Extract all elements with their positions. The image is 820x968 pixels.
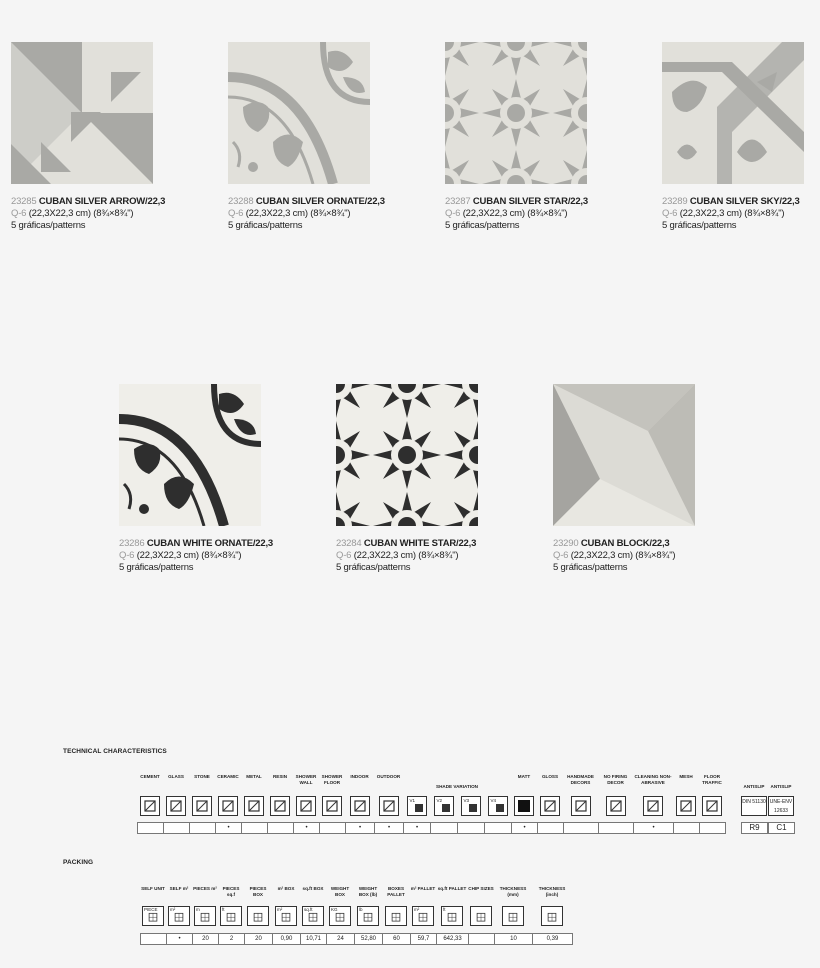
packing-icon-label: m² <box>170 907 176 912</box>
product-patterns: 5 gráficas/patterns <box>336 562 411 573</box>
product-caption <box>445 196 645 232</box>
tech-header: STONE <box>194 774 210 779</box>
tech-mark-cell <box>137 822 164 834</box>
tech-characteristic-icon <box>702 796 722 816</box>
packing-icon-label: m <box>196 907 200 912</box>
tech-characteristic-icon <box>140 796 160 816</box>
product-name: CUBAN WHITE STAR/22,3 <box>363 538 477 549</box>
packing-icon <box>142 906 164 926</box>
tech-characteristic-icon <box>218 796 238 816</box>
product-code: 23290 <box>553 538 579 549</box>
product-caption <box>119 538 319 574</box>
product-name: CUBAN SILVER SKY/22,3 <box>689 196 800 207</box>
packing-icon-label: lb <box>359 907 363 912</box>
tech-header: GLOSS <box>541 774 559 779</box>
tech-header: CLEANING NON-ABRASIVE <box>634 774 672 785</box>
packing-icon <box>541 906 563 926</box>
packing-value-cell: 10,71 <box>300 933 327 945</box>
tech-characteristic-icon <box>296 796 316 816</box>
packing-icon <box>329 906 351 926</box>
tech-header: RESIN <box>272 774 288 779</box>
packing-icon <box>470 906 492 926</box>
product-card[interactable] <box>553 384 753 574</box>
antislip-value-cell: R9 <box>741 822 768 834</box>
product-name: CUBAN WHITE ORNATE/22,3 <box>146 538 273 549</box>
block-pattern-icon[interactable] <box>553 384 695 526</box>
antislip-header: ANTISLIP <box>770 784 792 789</box>
tech-header: FLOOR TRAFFIC <box>702 774 722 785</box>
packing-icon <box>247 906 269 926</box>
tech-header: NO FIRING DECOR <box>603 774 628 785</box>
tech-mark-cell <box>189 822 216 834</box>
tech-mark-cell <box>267 822 294 834</box>
packing-icon <box>441 906 463 926</box>
packing-icon <box>502 906 524 926</box>
tech-header: SHOWER FLOOR <box>321 774 343 785</box>
tech-mark-cell <box>563 822 599 834</box>
tech-characteristic-icon <box>488 796 508 816</box>
tech-characteristic-icon <box>434 796 454 816</box>
quality-code: Q-6 <box>662 208 678 219</box>
product-name: CUBAN SILVER STAR/22,3 <box>472 196 588 207</box>
packing-header: PIECES BOX <box>249 886 267 897</box>
tech-mark-cell <box>319 822 346 834</box>
packing-icon-label: sq.ft <box>304 907 313 912</box>
packing-value-cell: 20 <box>244 933 273 945</box>
tech-characteristic-icon <box>514 796 534 816</box>
product-code: 23285 <box>11 196 37 207</box>
product-card[interactable] <box>445 42 645 232</box>
tech-mark-cell: • <box>511 822 538 834</box>
product-code: 23289 <box>662 196 688 207</box>
tech-characteristic-icon <box>166 796 186 816</box>
packing-value-cell: 2 <box>218 933 245 945</box>
tech-characteristic-icon <box>244 796 264 816</box>
sky-pattern-icon[interactable] <box>662 42 804 184</box>
tech-mark-cell: • <box>293 822 320 834</box>
product-patterns: 5 gráficas/patterns <box>445 220 520 231</box>
quality-code: Q-6 <box>336 550 352 561</box>
packing-icon-label: PIECE <box>144 907 158 912</box>
ornate-pattern-icon[interactable] <box>119 384 261 526</box>
packing-icon-label: m² <box>414 907 420 912</box>
tech-characteristic-icon <box>540 796 560 816</box>
packing-icon-label: KG <box>331 907 338 912</box>
tech-characteristic-icon <box>461 796 481 816</box>
product-name: CUBAN SILVER ORNATE/22,3 <box>255 196 385 207</box>
technical-title: TECHNICAL CHARACTERISTICS <box>63 748 167 755</box>
star-pattern-icon[interactable] <box>445 42 587 184</box>
product-patterns: 5 gráficas/patterns <box>553 562 628 573</box>
tech-characteristic-icon <box>322 796 342 816</box>
tech-header: SHOWER WALL <box>295 774 317 785</box>
star-pattern-icon[interactable] <box>336 384 478 526</box>
shade-label: V4 <box>490 798 497 803</box>
product-name: CUBAN SILVER ARROW/22,3 <box>38 196 166 207</box>
quality-code: Q-6 <box>445 208 461 219</box>
packing-icon <box>220 906 242 926</box>
product-code: 23287 <box>445 196 471 207</box>
tech-mark-cell <box>430 822 458 834</box>
arrow-pattern-icon[interactable] <box>11 42 153 184</box>
packing-value-cell: 0,39 <box>532 933 573 945</box>
product-patterns: 5 gráficas/patterns <box>11 220 86 231</box>
packing-header: sq.ft BOX <box>302 886 324 891</box>
product-name: CUBAN BLOCK/22,3 <box>580 538 670 549</box>
tech-mark-cell <box>241 822 268 834</box>
product-caption <box>336 538 536 574</box>
product-patterns: 5 gráficas/patterns <box>228 220 303 231</box>
product-code: 23288 <box>228 196 254 207</box>
shade-variation-header: SHADE VARIATION <box>436 784 478 789</box>
tech-mark-cell: • <box>345 822 375 834</box>
packing-icon <box>302 906 324 926</box>
packing-value-cell: 0,90 <box>272 933 301 945</box>
tech-header: OUTDOOR <box>376 774 401 779</box>
product-size: (22,3X22,3 cm) (8¾×8¾") <box>570 550 676 561</box>
antislip-value-cell: C1 <box>768 822 795 834</box>
ornate-pattern-icon[interactable] <box>228 42 370 184</box>
packing-icon-label: ft <box>222 907 225 912</box>
tech-mark-cell: • <box>215 822 242 834</box>
tech-header: CERAMIC <box>217 774 239 779</box>
packing-header: BOXES PALLET <box>387 886 405 897</box>
product-card[interactable] <box>336 384 536 574</box>
packing-header: sq.ft PALLET <box>437 886 467 891</box>
tech-characteristic-icon <box>379 796 399 816</box>
packing-header: m² PALLET <box>410 886 436 891</box>
packing-icon <box>275 906 297 926</box>
packing-value-cell: 60 <box>382 933 411 945</box>
packing-header: THICKNESS (mm) <box>499 886 527 897</box>
packing-header: CHIP SIZES <box>468 886 494 891</box>
product-size: (22,3X22,3 cm) (8¾×8¾") <box>679 208 785 219</box>
packing-value-cell: 10 <box>494 933 533 945</box>
quality-code: Q-6 <box>553 550 569 561</box>
product-caption <box>662 196 820 232</box>
shade-label: V2 <box>436 798 443 803</box>
shade-label: V1 <box>409 798 416 803</box>
tech-characteristic-icon <box>270 796 290 816</box>
product-patterns: 5 gráficas/patterns <box>662 220 737 231</box>
tech-characteristic-icon <box>350 796 370 816</box>
quality-code: Q-6 <box>11 208 27 219</box>
tech-header: MESH <box>679 774 693 779</box>
packing-header: WEIGHT BOX (lb) <box>358 886 378 897</box>
packing-value-cell: 24 <box>326 933 355 945</box>
packing-header: m² BOX <box>277 886 295 891</box>
packing-icon-label: ft <box>443 907 446 912</box>
packing-icon <box>168 906 190 926</box>
tech-mark-cell <box>598 822 634 834</box>
tech-header: HANDMADE DECORS <box>567 774 594 785</box>
product-card[interactable] <box>119 384 319 574</box>
packing-value-cell: 642,33 <box>436 933 469 945</box>
tech-header: METAL <box>246 774 262 779</box>
product-size: (22,3X22,3 cm) (8¾×8¾") <box>245 208 351 219</box>
quality-code: Q-6 <box>228 208 244 219</box>
product-code: 23284 <box>336 538 362 549</box>
packing-icon <box>194 906 216 926</box>
packing-icon-label: m² <box>277 907 283 912</box>
packing-value-cell <box>468 933 495 945</box>
packing-icon <box>357 906 379 926</box>
packing-header: SELF UNIT <box>141 886 165 891</box>
tech-mark-cell <box>673 822 700 834</box>
product-patterns: 5 gráficas/patterns <box>119 562 194 573</box>
quality-code: Q-6 <box>119 550 135 561</box>
antislip-standard-badge: UNE-ENV 12633 <box>768 796 794 816</box>
tech-characteristic-icon <box>676 796 696 816</box>
product-size: (22,3X22,3 cm) (8¾×8¾") <box>353 550 459 561</box>
tech-header: CEMENT <box>140 774 160 779</box>
product-size: (22,3X22,3 cm) (8¾×8¾") <box>28 208 134 219</box>
product-caption <box>553 538 753 574</box>
product-size: (22,3X22,3 cm) (8¾×8¾") <box>462 208 568 219</box>
tech-mark-cell <box>457 822 485 834</box>
packing-value-cell: 52,80 <box>354 933 383 945</box>
tech-mark-cell <box>484 822 512 834</box>
tech-characteristic-icon <box>407 796 427 816</box>
antislip-standard-badge: DIN 51130 <box>741 796 767 816</box>
packing-icon <box>385 906 407 926</box>
packing-title: PACKING <box>63 859 94 866</box>
tech-characteristic-icon <box>571 796 591 816</box>
tech-mark-cell <box>699 822 726 834</box>
packing-value-cell: 20 <box>192 933 219 945</box>
product-card[interactable] <box>228 42 428 232</box>
tech-mark-cell <box>163 822 190 834</box>
product-size: (22,3X22,3 cm) (8¾×8¾") <box>136 550 242 561</box>
tech-mark-cell: • <box>374 822 404 834</box>
tech-header: INDOOR <box>350 774 369 779</box>
tech-header: GLASS <box>168 774 184 779</box>
tech-characteristic-icon <box>606 796 626 816</box>
tech-mark-cell: • <box>403 822 431 834</box>
packing-header: SELF m² <box>169 886 189 891</box>
packing-header: PIECES m² <box>193 886 217 891</box>
packing-header: THICKNESS (inch) <box>538 886 566 897</box>
tech-header: MATT <box>517 774 531 779</box>
antislip-header: ANTISLIP <box>743 784 765 789</box>
product-card[interactable] <box>11 42 211 232</box>
packing-header: PIECES sq.f <box>222 886 240 897</box>
tech-mark-cell: • <box>633 822 674 834</box>
product-card[interactable] <box>662 42 820 232</box>
product-caption <box>11 196 211 232</box>
tech-mark-cell <box>537 822 564 834</box>
tech-characteristic-icon <box>643 796 663 816</box>
packing-value-cell: • <box>166 933 193 945</box>
product-caption <box>228 196 428 232</box>
packing-value-cell <box>140 933 167 945</box>
shade-label: V3 <box>463 798 470 803</box>
packing-header: WEIGHT BOX <box>330 886 350 897</box>
packing-value-cell: 59,7 <box>410 933 437 945</box>
product-code: 23286 <box>119 538 145 549</box>
tech-characteristic-icon <box>192 796 212 816</box>
packing-icon <box>412 906 434 926</box>
